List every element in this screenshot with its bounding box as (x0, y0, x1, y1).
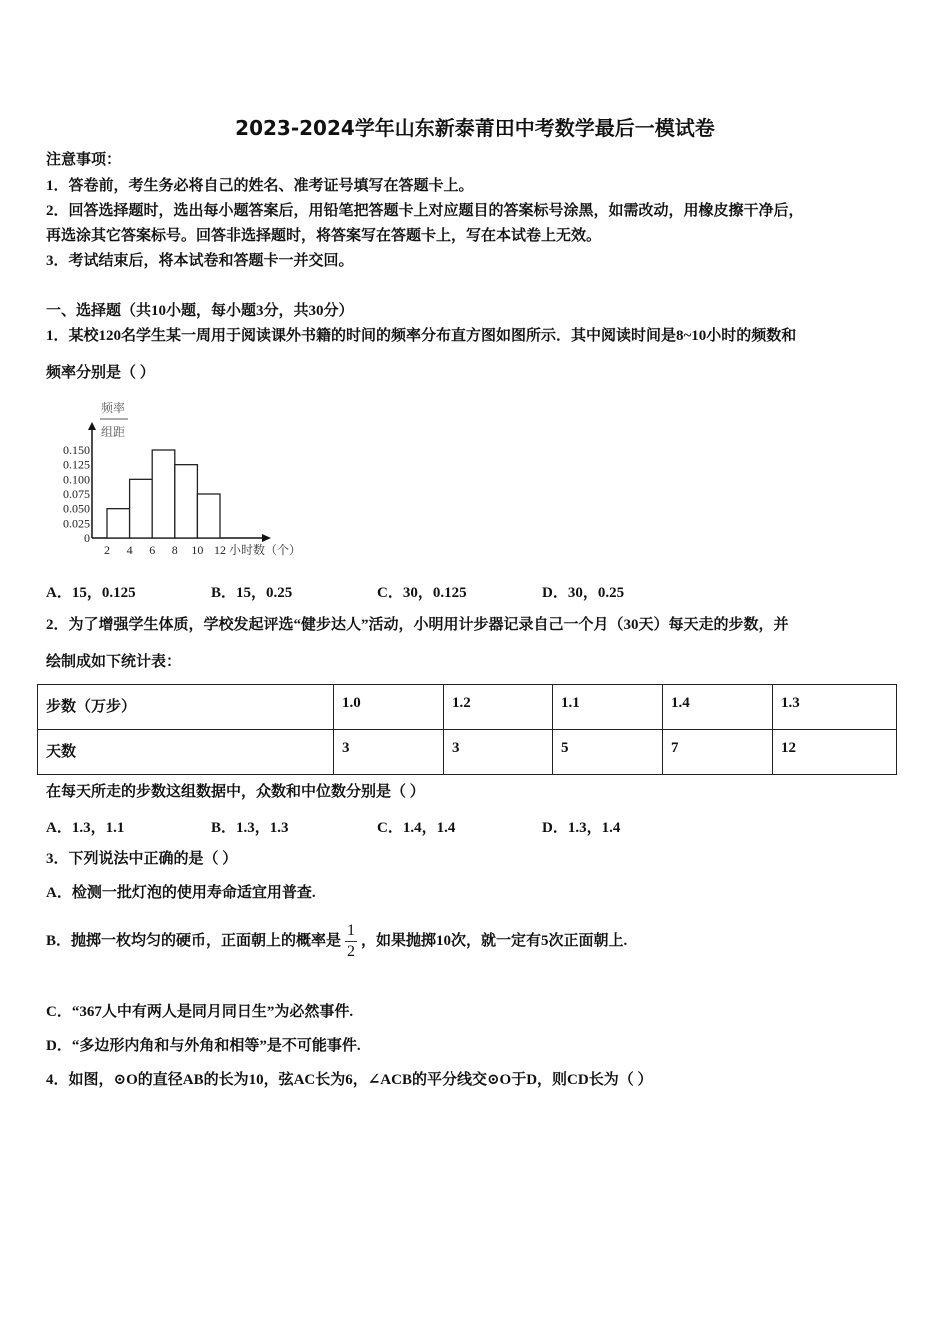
table-cell: 1.1 (553, 685, 663, 730)
histogram-bar (197, 494, 220, 538)
table-cell: 1.4 (663, 685, 773, 730)
notice-item: 再选涂其它答案标号。回答非选择题时，将答案写在答题卡上，写在本试卷上无效。 (46, 228, 602, 244)
x-tick-label: 8 (171, 543, 178, 557)
table-cell: 1.3 (773, 685, 897, 730)
y-tick-label: 0.125 (63, 457, 90, 472)
histogram-bar (152, 450, 175, 538)
q3-stem: 3．下列说法中正确的是（ ） (46, 851, 238, 867)
table-cell: 7 (663, 730, 773, 775)
q2-option-c[interactable]: C．1.4，1.4 (377, 820, 456, 836)
table-cell: 3 (444, 730, 553, 775)
x-label: 小时数（个） (229, 543, 302, 557)
table-cell: 5 (553, 730, 663, 775)
x-tick-label: 10 (191, 543, 204, 557)
notice-heading: 注意事项： (46, 152, 122, 168)
q2-question: 在每天所走的步数这组数据中，众数和中位数分别是（ ） (46, 784, 425, 800)
fraction-one-half (345, 921, 357, 962)
y-tick-label: 0.100 (63, 472, 90, 487)
q3-option-b-text: B．抛掷一枚均匀的硬币，正面朝上的概率是 (46, 933, 342, 949)
y-tick-label: 0.150 (63, 443, 90, 457)
q3-option-d[interactable]: D．“多边形内角和与外角和相等”是不可能事件. (46, 1038, 361, 1054)
x-tick-label: 4 (126, 543, 133, 557)
table-cell: 1.2 (444, 685, 553, 730)
q4-stem: 4．如图，⊙O的直径AB的长为10，弦AC长为6，∠ACB的平分线交⊙O于D，则CD长为（ ） (46, 1072, 653, 1088)
table-cell: 3 (334, 730, 444, 775)
x-axis-arrow (262, 534, 271, 542)
y-tick-label: 0 (84, 531, 90, 545)
fraction-numerator: 1 (345, 921, 357, 942)
x-tick-label: 12 (214, 543, 226, 557)
y-tick-label: 0.075 (63, 487, 90, 501)
q3-option-b-text-cont: ，如果抛掷10次，就一定有5次正面朝上. (361, 933, 628, 949)
q2-stem-cont: 绘制成如下统计表： (46, 654, 182, 670)
q1-option-d[interactable]: D．30，0.25 (542, 585, 625, 601)
q2-stem: 2．为了增强学生体质，学校发起评选“健步达人”活动，小明用计步器记录自己一个月（30天）每天走的步数，并 (46, 617, 789, 633)
q2-option-d[interactable]: D．1.3，1.4 (542, 820, 621, 836)
q1-option-c[interactable]: C．30，0.125 (377, 585, 467, 601)
q3-option-a[interactable]: A．检测一批灯泡的使用寿命适宜用普查. (46, 885, 316, 901)
notice-item: 2．回答选择题时，选出每小题答案后，用铅笔把答题卡上对应题目的答案标号涂黑，如需改动，用橡皮擦干净后， (46, 203, 804, 219)
table-cell: 1.0 (334, 685, 444, 730)
notice-item: 3．考试结束后，将本试卷和答题卡一并交回。 (46, 253, 354, 269)
histogram-bar (130, 479, 153, 538)
y-tick-label: 0.050 (63, 501, 90, 516)
histogram-bar (175, 465, 198, 538)
y-label-top: 频率 (100, 401, 126, 415)
histogram-bar (107, 509, 130, 538)
q1-option-b[interactable]: B．15，0.25 (211, 585, 293, 601)
q1-stem: 1．某校120名学生某一周用于阅读课外书籍的时间的频率分布直方图如图所示．其中阅读时间是8~10小时的频数和 (46, 328, 797, 344)
table-cell: 天数 (38, 730, 334, 775)
x-tick-label: 6 (149, 543, 156, 557)
q1-option-a[interactable]: A．15，0.125 (46, 585, 136, 601)
table-row (38, 730, 897, 775)
histogram (40, 395, 320, 565)
y-label-bottom: 组距 (100, 425, 126, 439)
q2-option-b[interactable]: B．1.3，1.3 (211, 820, 289, 836)
x-tick-label: 2 (104, 543, 110, 557)
notice-item: 1．答卷前，考生务必将自己的姓名、准考证号填写在答题卡上。 (46, 178, 474, 194)
table-cell: 12 (773, 730, 897, 775)
steps-table (37, 684, 897, 775)
y-tick-label: 0.025 (63, 516, 90, 531)
q2-option-a[interactable]: A．1.3，1.1 (46, 820, 125, 836)
page-title: 2023-2024学年山东新泰莆田中考数学最后一模试卷 (235, 116, 715, 140)
q3-option-c[interactable]: C．“367人中有两人是同月同日生”为必然事件. (46, 1004, 354, 1020)
y-axis-arrow (88, 422, 96, 430)
fraction-denominator: 2 (347, 943, 356, 961)
q1-stem-cont: 频率分别是（ ） (46, 365, 155, 381)
section-heading: 一、选择题（共10小题，每小题3分，共30分） (46, 303, 354, 319)
table-cell: 步数（万步） (38, 685, 334, 730)
q3-option-b[interactable] (46, 918, 627, 964)
table-row (38, 685, 897, 730)
